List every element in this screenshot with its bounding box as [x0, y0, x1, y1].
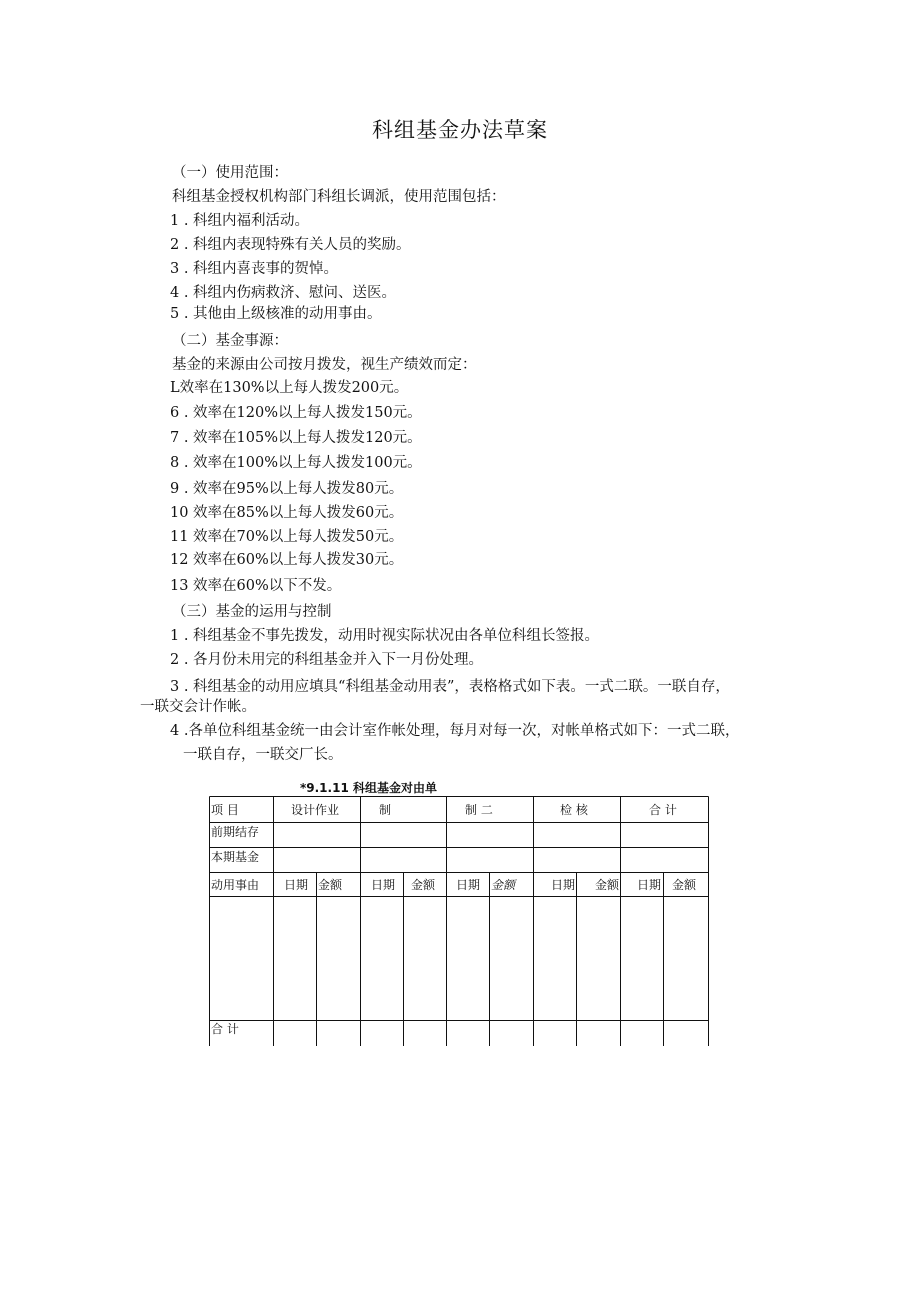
list-item: 6 . 效率在120%以上每人拨发150元。 — [170, 405, 422, 421]
section-2-intro: 基金的来源由公司按月拨发，视生产绩效而定： — [172, 357, 477, 373]
row-label-total: 合 计 — [211, 1022, 239, 1036]
section-1-intro: 科组基金授权机构部门科组长调派，使用范围包括： — [172, 189, 506, 205]
list-item: 2 . 科组内表现特殊有关人员的奖励。 — [170, 237, 411, 253]
subheader-amount: 金额 — [595, 878, 620, 892]
subheader-date: 日期 — [456, 878, 481, 892]
subheader-amount: 金额 — [672, 878, 697, 892]
list-item: L效率在130%以上每人拨发200元。 — [170, 380, 409, 396]
list-item-continuation: 一联交会计作帐。 — [140, 699, 256, 715]
row-label-current-fund: 本期基金 — [211, 850, 260, 864]
list-item: 4 . 科组内伤病救济、慰问、送医。 — [170, 285, 397, 301]
row-label-previous-balance: 前期结存 — [211, 825, 260, 839]
section-2-heading: （二）基金事源： — [172, 333, 288, 349]
table-header-item: 项 目 — [211, 803, 239, 817]
list-item: 7 . 效率在105%以上每人拨发120元。 — [170, 430, 422, 446]
subheader-date: 日期 — [637, 878, 662, 892]
list-item: 1 . 科组内福利活动。 — [170, 213, 310, 229]
list-item: 9 . 效率在95%以上每人拨发80元。 — [170, 481, 404, 497]
list-item: 3 . 科组基金的动用应填具“科组基金动用表”，表格格式如下表。一式二联。一联自存， — [170, 679, 730, 695]
list-item: 10 效率在85%以上每人拨发60元。 — [170, 505, 404, 521]
table-caption: *9.1.11 科组基金对由单 — [300, 781, 437, 795]
list-item: 1 . 科组基金不事先拨发，动用时视实际状况由各单位科组长签报。 — [170, 628, 600, 644]
list-item: 11 效率在70%以上每人拨发50元。 — [170, 529, 404, 545]
list-item: 5 . 其他由上级核准的动用事由。 — [170, 306, 382, 322]
row-label-usage-reason: 动用事由 — [211, 878, 260, 892]
document-title: 科组基金办法草案 — [372, 118, 548, 142]
table-header-check: 检 核 — [560, 803, 588, 817]
subheader-amount: 金额 — [318, 878, 343, 892]
list-item-continuation: 一联自存，一联交厂长。 — [183, 747, 343, 763]
table-header-total: 合 计 — [649, 803, 677, 817]
table-header-making-2: 制 二 — [465, 803, 493, 817]
subheader-amount: 金额 — [411, 878, 436, 892]
table-header-making-1: 制 — [379, 803, 392, 817]
section-1-heading: （一）使用范围： — [172, 165, 288, 181]
table-grid — [209, 796, 709, 1046]
list-item: 13 效率在60%以下不发。 — [170, 578, 342, 594]
subheader-date: 日期 — [284, 878, 309, 892]
table-header-design: 设计作业 — [291, 803, 340, 817]
subheader-date: 日期 — [371, 878, 396, 892]
list-item: 2 . 各月份未用完的科组基金并入下一月份处理。 — [170, 652, 484, 668]
section-3-heading: （三）基金的运用与控制 — [172, 604, 332, 620]
list-item: 8 . 效率在100%以上每人拨发100元。 — [170, 455, 422, 471]
list-item: 12 效率在60%以上每人拨发30元。 — [170, 552, 404, 568]
subheader-date: 日期 — [551, 878, 576, 892]
list-item: 3 . 科组内喜丧事的贺悼。 — [170, 261, 339, 277]
list-item: 4 .各单位科组基金统一由会计室作帐处理，每月对每一次，对帐单格式如下：一式二联， — [170, 723, 740, 739]
fund-ledger-table — [209, 796, 709, 1046]
subheader-amount: 金额 — [491, 878, 516, 892]
